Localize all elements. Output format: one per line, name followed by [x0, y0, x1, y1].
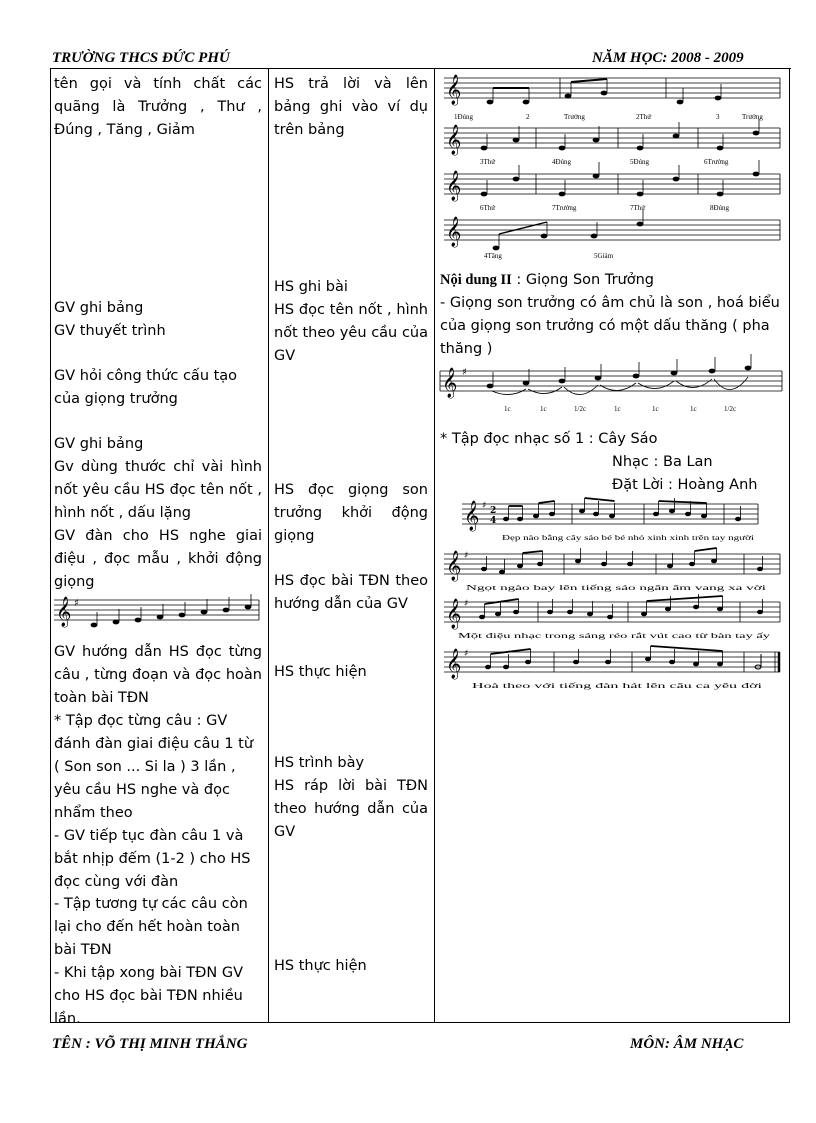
interval-label: 6Trưởng: [704, 158, 729, 166]
teacher-line-explain: GV thuyết trình: [54, 323, 166, 339]
interval-staff-1: [444, 72, 784, 124]
interval-label: 6Thứ: [480, 204, 496, 212]
scale-step-label: 1/2c: [574, 405, 587, 413]
section-heading: [440, 269, 785, 292]
teacher-text-question: GV hỏi công thức cấu tạo của giọng trưởng: [54, 368, 238, 407]
interval-label: Trưởng: [742, 113, 763, 121]
svg-text:♯: ♯: [464, 551, 469, 561]
teacher-text-repeat: - Tập tương tự các câu còn lại cho đến hết hoàn toàn bài TĐN: [54, 896, 248, 958]
scale-step-label: 1c: [690, 405, 697, 413]
student-text-read-tdn: HS đọc bài TĐN theo hướng dẫn của GV: [274, 573, 428, 612]
interval-label: 5Đúng: [630, 158, 650, 166]
lyric-line-3: Một điệu nhạc trong sáng réo rắt vút cao từ bàn tay ấy: [458, 632, 772, 640]
svg-text:𝄞: 𝄞: [446, 649, 462, 679]
interval-label: 3: [716, 113, 720, 121]
interval-label: 4Tăng: [484, 252, 502, 260]
interval-label: 5Giảm: [594, 252, 614, 260]
teacher-text-phrase-practice: * Tập đọc từng câu : GV đánh đàn giai điệu câu 1 từ ( Son son ... Si la ) 3 lần , yêu cầu HS nghe và đọc nhẩm theo: [54, 713, 254, 821]
teacher-text-notes: [54, 433, 262, 594]
student-line-present: HS trình bày: [274, 755, 365, 771]
student-text-notes: [274, 276, 428, 368]
song-staff-2: [444, 548, 784, 596]
student-text-warmup: HS đọc giọng son trưởng khởi động giọng: [274, 482, 428, 544]
student-line-read: HS đọc tên nốt , hình nốt theo yêu cầu của GV: [274, 302, 428, 364]
teacher-text-write-board: [54, 297, 262, 343]
column-divider-1: [268, 68, 269, 1023]
content-section-ii: [440, 269, 785, 361]
teacher-text-guide: GV hướng dẫn HS đọc từng câu , từng đoạn và đọc hoàn toàn bài TĐN: [54, 644, 262, 706]
student-line-lyrics: HS ráp lời bài TĐN theo hướng dẫn của GV: [274, 778, 428, 840]
scale-step-label: 1c: [540, 405, 547, 413]
svg-text:𝄞: 𝄞: [56, 597, 72, 627]
svg-text:𝄞: 𝄞: [446, 217, 462, 247]
interval-label: 2: [526, 113, 530, 121]
name-label: TÊN: [52, 1036, 82, 1052]
interval-label: 3Thứ: [480, 158, 496, 166]
school-year: NĂM HỌC: 2008 - 2009: [592, 50, 744, 66]
g-major-scale-staff: [440, 365, 785, 417]
interval-label: Trưởng: [564, 113, 585, 121]
student-text-do: HS thực hiện: [274, 664, 367, 680]
lyric-line-4: Hoà theo với tiếng đàn hát lên câu ca yêu đời: [472, 682, 763, 690]
svg-text:𝄞: 𝄞: [446, 171, 462, 201]
song-staff-1: [462, 498, 762, 546]
interval-label: 2Thứ: [636, 113, 652, 121]
student-text-do-2: HS thực hiện: [274, 958, 367, 974]
svg-text:𝄞: 𝄞: [446, 599, 462, 629]
svg-text:4: 4: [490, 516, 497, 526]
scale-step-label: 1c: [614, 405, 621, 413]
interval-label: 7Thứ: [630, 204, 646, 212]
song-staff-3: [444, 596, 784, 644]
subject-footer: MÔN: ÂM NHẠC: [630, 1036, 744, 1052]
warmup-staff: [54, 594, 264, 630]
svg-text:♯: ♯: [74, 598, 79, 609]
teacher-name: [86, 1036, 248, 1052]
svg-text:♯: ♯: [464, 649, 469, 659]
lyric-line-1: Đẹp nào bằng cây sáo bé bé nhỏ xinh xinh trên tay người: [502, 534, 755, 542]
svg-text:♯: ♯: [462, 367, 467, 378]
svg-text:♯: ♯: [464, 599, 469, 609]
scale-step-label: 1c: [652, 405, 659, 413]
section-subtitle: : Giọng Son Trưởng: [511, 272, 654, 288]
student-text-present: [274, 752, 428, 844]
teacher-line-pointer: Gv dùng thước chỉ vài hình nốt yêu cầu HS đọc tên nốt , hình nốt , dấu lặng: [54, 459, 262, 521]
student-text-answer: HS trả lời và lên bảng ghi vào ví dụ trên bảng: [274, 76, 428, 138]
interval-label: 1Đúng: [454, 113, 474, 121]
svg-text:♯: ♯: [482, 501, 487, 511]
teacher-name-footer: [52, 1036, 247, 1053]
svg-text:2: 2: [490, 506, 497, 516]
lyric-line-2: Ngọt ngào bay lên tiếng sáo ngân âm vang xa vời: [466, 584, 767, 592]
student-line-write: HS ghi bài: [274, 279, 348, 295]
section-body: - Giọng son trưởng có âm chủ là son , hoá biểu của giọng son trưởng có một dấu thăng ( pha thăng ): [440, 295, 780, 357]
svg-text:𝄞: 𝄞: [442, 368, 458, 398]
interval-label: 7Trưởng: [552, 204, 577, 212]
school-name: TRƯỜNG THCS ĐỨC PHÚ: [52, 50, 230, 66]
scale-step-label: 1c: [504, 405, 511, 413]
interval-staff-3: [444, 168, 784, 216]
svg-text:𝄞: 𝄞: [446, 125, 462, 155]
svg-text:𝄞: 𝄞: [446, 551, 462, 581]
interval-staff-4: [444, 214, 784, 262]
teacher-text-intervals: tên gọi và tính chất các quãng là Trưởng , Thư , Đúng , Tăng , Giảm: [54, 76, 262, 138]
song-title: * Tập đọc nhạc số 1 : Cây Sáo: [440, 431, 658, 447]
svg-text:𝄞: 𝄞: [446, 75, 462, 105]
teacher-line-write-2: GV ghi bảng: [54, 436, 144, 452]
interval-label: 4Đúng: [552, 158, 572, 166]
song-lyricist: Đặt Lời : Hoàng Anh: [612, 477, 758, 493]
song-heading: [440, 428, 785, 497]
svg-text:𝄞: 𝄞: [464, 501, 480, 531]
interval-label: 8Đúng: [710, 204, 730, 212]
teacher-line-play: GV đàn cho HS nghe giai điệu , đọc mẫu , khởi động giọng: [54, 528, 262, 590]
teacher-text-continue: - GV tiếp tục đàn câu 1 và bắt nhịp đếm (1-2 ) cho HS đọc cùng với đàn: [54, 828, 251, 890]
scale-step-label: 1/2c: [724, 405, 737, 413]
song-composer: Nhạc : Ba Lan: [612, 454, 713, 470]
song-staff-4: [444, 646, 784, 694]
teacher-name-value: : VÕ THỊ MINH THẮNG: [85, 1036, 248, 1052]
section-title: Nội dung II: [440, 272, 512, 288]
teacher-line-write: GV ghi bảng: [54, 300, 144, 316]
interval-staff-2: [444, 122, 784, 170]
teacher-text-finish: - Khi tập xong bài TĐN GV cho HS đọc bài TĐN nhiều lần.: [54, 965, 244, 1027]
column-divider-2: [434, 68, 435, 1023]
